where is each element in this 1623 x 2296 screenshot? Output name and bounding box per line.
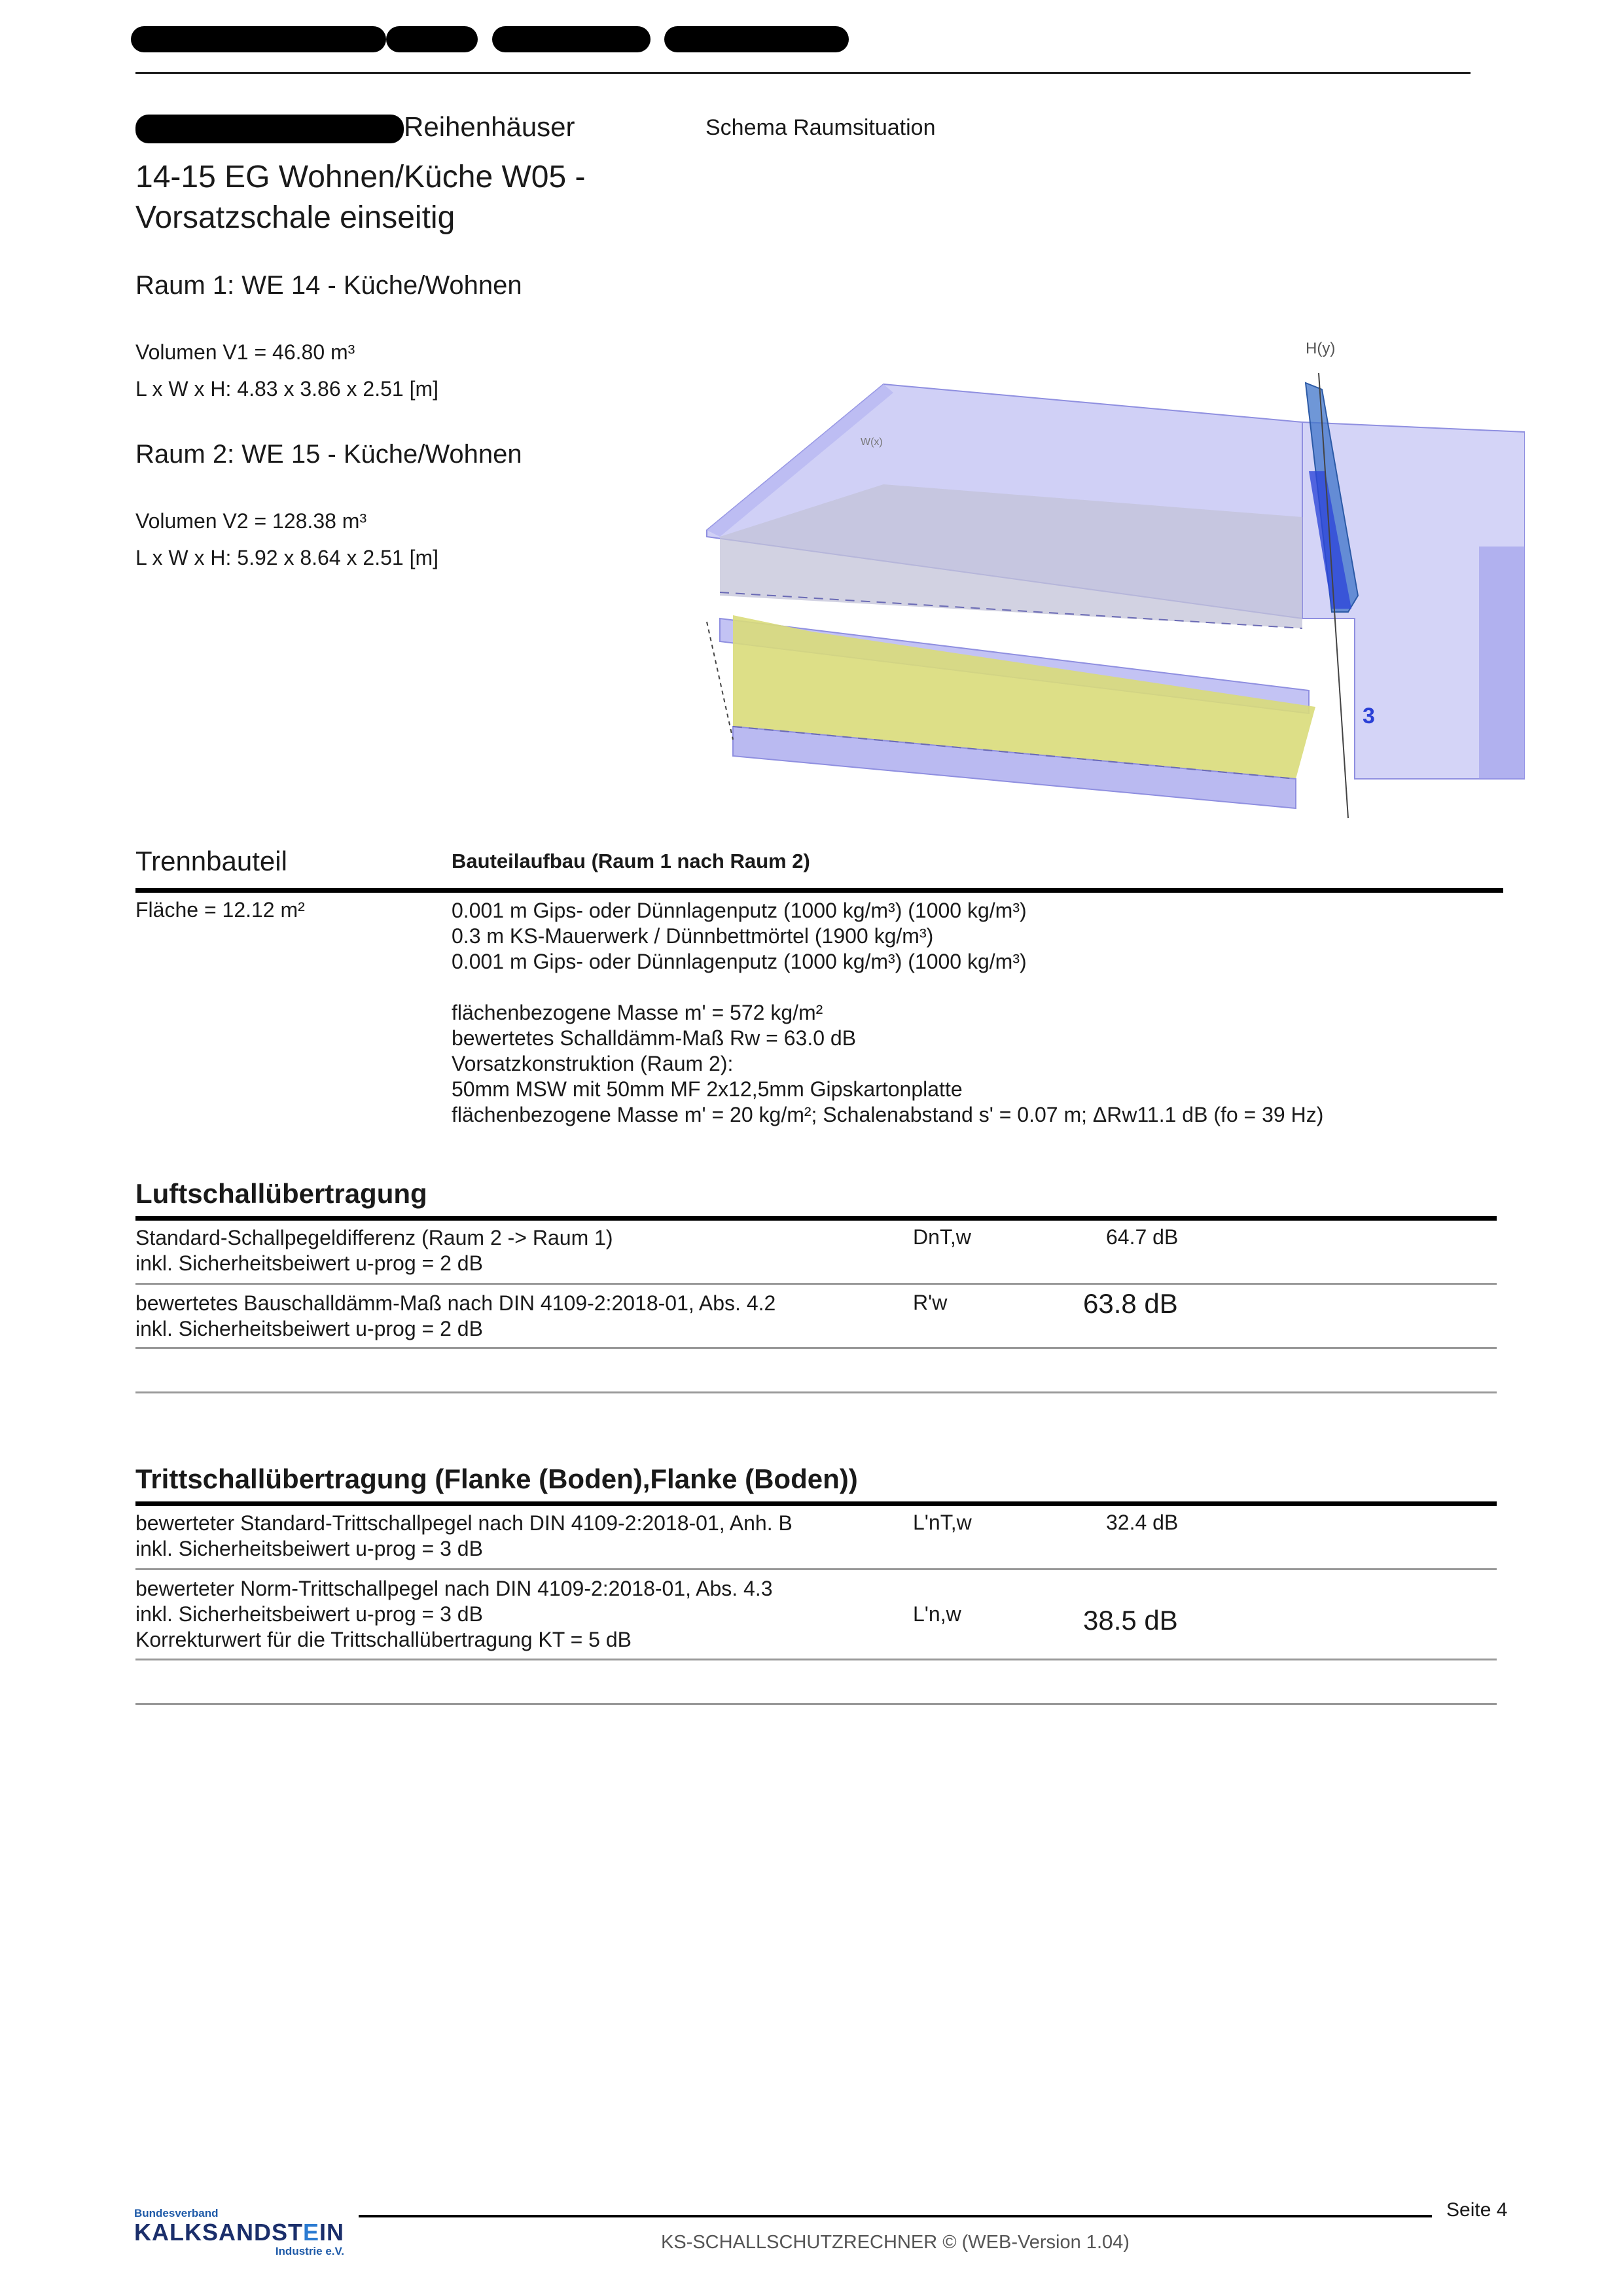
redacted-header-3 — [492, 26, 651, 52]
trennbauteil-rule — [135, 888, 1503, 893]
luftschall-row-2-line2: inkl. Sicherheitsbeiwert u-prog = 2 dB — [135, 1317, 483, 1340]
logo-main-b: IN — [319, 2219, 345, 2246]
trittschall-heading: Trittschallübertragung (Flanke (Boden),Flanke (Boden)) — [135, 1463, 858, 1494]
trittschall-row-2-value: 38.5 dB — [1083, 1605, 1178, 1636]
redacted-header-1 — [131, 26, 386, 52]
project-suffix: Reihenhäuser — [404, 111, 575, 142]
page-title — [135, 157, 659, 238]
axis-w-label: W(x) — [861, 437, 883, 448]
trittschall-row-2-rule — [135, 1659, 1497, 1660]
luftschall-row-1-value: 64.7 dB — [1106, 1225, 1179, 1249]
header-rule — [135, 72, 1471, 74]
luftschall-row-2-value: 63.8 dB — [1083, 1288, 1178, 1319]
room2-volume: Volumen V2 = 128.38 m³ — [135, 509, 367, 533]
luftschall-rule — [135, 1216, 1497, 1221]
page-number: Seite 4 — [1446, 2199, 1508, 2221]
logo-bottom-text: Industrie e.V. — [275, 2245, 345, 2257]
logo-main-text — [134, 2220, 344, 2245]
room2-dimensions: L x W x H: 5.92 x 8.64 x 2.51 [m] — [135, 546, 438, 569]
luftschall-row-2-line1: bewertetes Bauschalldämm-Maß nach DIN 4109-2:2018-01, Abs. 4.2 — [135, 1291, 776, 1315]
kalksandstein-logo — [134, 2207, 344, 2258]
trittschall-row-2-symbol: L'n,w — [913, 1602, 961, 1626]
trittschall-end-rule — [135, 1703, 1497, 1705]
trittschall-row-1-rule — [135, 1568, 1497, 1570]
bauteilaufbau-heading: Bauteilaufbau (Raum 1 nach Raum 2) — [452, 850, 810, 872]
trittschall-row-2-line3: Korrekturwert für die Trittschallübertragung KT = 5 dB — [135, 1628, 632, 1651]
bauteil-layers — [452, 898, 1323, 1128]
logo-main-a: KALKSANDST — [134, 2219, 303, 2246]
luftschall-heading: Luftschallübertragung — [135, 1178, 427, 1209]
room2-title: Raum 2: WE 15 - Küche/Wohnen — [135, 440, 522, 469]
logo-top-text: Bundesverband — [134, 2207, 219, 2219]
luftschall-row-2-desc — [135, 1291, 776, 1342]
luftschall-end-rule — [135, 1391, 1497, 1393]
trittschall-row-1-line1: bewerteter Standard-Trittschallpegel nach DIN 4109-2:2018-01, Anh. B — [135, 1511, 793, 1535]
trittschall-row-1-line2: inkl. Sicherheitsbeiwert u-prog = 3 dB — [135, 1537, 483, 1560]
trennbauteil-area: Fläche = 12.12 m² — [135, 898, 305, 922]
property-4: 50mm MSW mit 50mm MF 2x12,5mm Gipskartonplatte — [452, 1077, 963, 1101]
wall-marker: 3 — [1363, 704, 1375, 728]
project-name — [135, 111, 575, 143]
trittschall-row-1-value: 32.4 dB — [1106, 1511, 1179, 1534]
luftschall-row-2-rule — [135, 1347, 1497, 1349]
layer-2: 0.3 m KS-Mauerwerk / Dünnbettmörtel (1900 kg/m³) — [452, 924, 934, 948]
redacted-header-2 — [386, 26, 478, 52]
trittschall-row-1-desc — [135, 1511, 793, 1562]
room-schema-diagram — [694, 321, 1525, 825]
logo-main-e: E — [303, 2219, 320, 2246]
redacted-project-prefix — [135, 115, 404, 143]
room1-title: Raum 1: WE 14 - Küche/Wohnen — [135, 271, 522, 300]
footer-rule — [359, 2215, 1432, 2217]
luftschall-row-1-symbol: DnT,w — [913, 1225, 971, 1249]
trittschall-row-2-line2: inkl. Sicherheitsbeiwert u-prog = 3 dB — [135, 1602, 483, 1626]
adjacent-room-shade — [1479, 547, 1525, 779]
redacted-header-4 — [664, 26, 849, 52]
title-line-2: Vorsatzschale einseitig — [135, 200, 455, 235]
property-5: flächenbezogene Masse m' = 20 kg/m²; Schalenabstand s' = 0.07 m; ΔRw11.1 dB (fo = 39 Hz) — [452, 1103, 1324, 1126]
schema-label: Schema Raumsituation — [705, 115, 936, 140]
trittschall-row-2-line1: bewerteter Norm-Trittschallpegel nach DIN 4109-2:2018-01, Abs. 4.3 — [135, 1577, 773, 1600]
property-1: flächenbezogene Masse m' = 572 kg/m² — [452, 1001, 823, 1024]
room1-volume: Volumen V1 = 46.80 m³ — [135, 340, 355, 364]
trittschall-row-1-symbol: L'nT,w — [913, 1511, 972, 1534]
luftschall-row-1-line1: Standard-Schallpegeldifferenz (Raum 2 -> Raum 1) — [135, 1226, 613, 1249]
property-3: Vorsatzkonstruktion (Raum 2): — [452, 1052, 734, 1075]
trennbauteil-heading: Trennbauteil — [135, 846, 287, 876]
layer-1: 0.001 m Gips- oder Dünnlagenputz (1000 kg/m³) (1000 kg/m³) — [452, 899, 1027, 922]
luftschall-row-2-symbol: R'w — [913, 1291, 948, 1314]
trittschall-rule — [135, 1501, 1497, 1506]
luftschall-row-1-desc — [135, 1225, 613, 1276]
property-2: bewertetes Schalldämm-Maß Rw = 63.0 dB — [452, 1026, 857, 1050]
luftschall-row-1-rule — [135, 1283, 1497, 1285]
footer-app-name: KS-SCHALLSCHUTZRECHNER © (WEB-Version 1.04) — [661, 2232, 1130, 2253]
luftschall-row-1-line2: inkl. Sicherheitsbeiwert u-prog = 2 dB — [135, 1251, 483, 1275]
trittschall-row-2-desc — [135, 1576, 773, 1653]
layer-3: 0.001 m Gips- oder Dünnlagenputz (1000 kg/m³) (1000 kg/m³) — [452, 950, 1027, 973]
room1-dimensions: L x W x H: 4.83 x 3.86 x 2.51 [m] — [135, 377, 438, 401]
axis-h-label: H(y) — [1306, 340, 1336, 357]
title-line-1: 14-15 EG Wohnen/Küche W05 - — [135, 160, 586, 194]
